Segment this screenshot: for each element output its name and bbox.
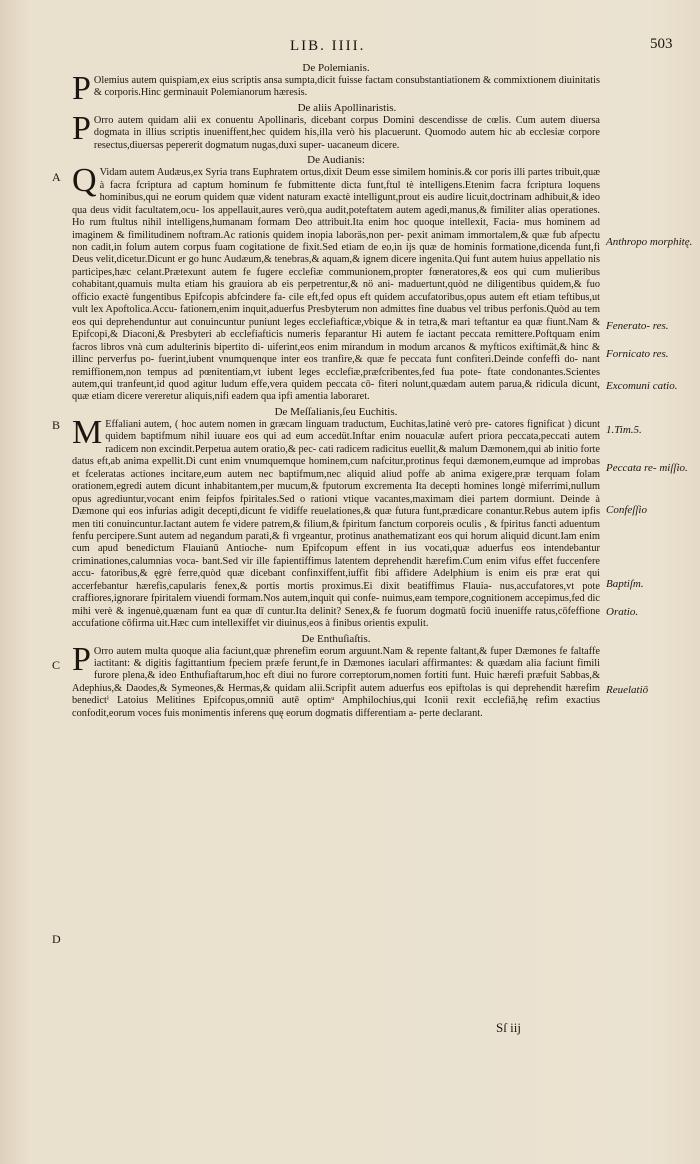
section-title: De Audianis: [307, 154, 365, 167]
margin-note: Excomuni catio. [606, 380, 678, 392]
section-body: Effaliani autem, ( hoc autem nomen in græcam linguam traductum, Euchitas,latinè verò pre- catores fignificat ) dicunt quidem baptifmum nihil iuuare eos qui ad eum accedüt.Inftar enim nouaculæ aufert priora peccata,peccati autem radicem non excindit.Perpetua autem oratio,& pec- cati radicem radicitus euellit,& malum Dæmonem,qui ab initio forte datus eft,ab anima expellit.Di cunt enim vnumquemque hominem,cum nafcitur,protinus fequi dæmonem,eumque ad improbas et fceleratas actiones incitare,eum autem nec baptifmum,nec aliquid aliud poffe ab anima exigere,præ terquam folam orationem,egredi autem dicunt inhabitantem,per mucum,& fputorum excrementa Ita decepti homines longè miferrimi,nullum opus agrediuntur,vocant enim feipfos fpiritales.Sed o rationi vtique vacantes,maximam diei partem dormiunt. Deinde à Dæmone qui eos infurias adigit decepti,dicunt fe vidiffe reuelationes,& quæ futura funt,prædicare conantur.Rebus autem ipfis men titi conuincuntur.Iactant autem fe videre patrem,& filium,& fpiritum fanctum corporeis oculis , & fpiritus fancti aduentum fenfu percipere.Sunt autem ad negandum parati,& fi vrgeantur, protinus anathematizant eos qui horum aliquid dicunt.Iam enim cum apud benedictum Flauianū Antioche- num Epifcopum effent in ius vocati,quæ aduerfus eos intendebantur criminationes,calumnias voca- bant.Sed vir ille fapientiffimus latentem deprehendit hærefim.Cum enim vifus effet fuccenfere accu- fatoribus,& ęgrè ferre,quòd quæ dicebant confinxiffent,iuffit fibi affidere Adelphium is enim eis præ erat qui accerfebantur hærefis,capularis fenex,& portis mortis proximus.Ei dixit beatiffimus Flauia- nus,accufatores,vt pote craffiores,ignorare fpiritalem viuendi formam.Nos autem,inquit qui confe- nuimus,eam tempore,cognitionem accepimus,fed dic mihi verè & ingenuè,quænam funt ea quæ dī cuntur.Ita delinit? Senex,& fe fuorum dogmatū fociū inueniffe ratus,cōfeffione accufatione cōfirma uit.Hæc cum intellexiffet vir diuinus,eos à finibus orientis expulit. [72, 418, 600, 630]
section-text [72, 640, 600, 721]
initial-letter: Q [72, 162, 97, 200]
section-body: Orro autem multa quoque alia faciunt,quæ phrenefim eorum arguunt.Nam & repente faltant,& fuper Dæmones fe faltaffe iactitant: & digitis fagittantium fpeciem præfe ferunt,fe in Dæmones iaculari affirmantes: & quædam alia faciunt fimili furore plena,& ideo Enthufiaftarum,hoc eft diui no furore correptorum,nomen fortiti funt. Huic hærefi præfuit Sabbas,& Adephius,& Daodes,& Symeones,& Hermas,& quidam alii.Scripfit autem aduerfus eos epiftolas is qui deprehendit hærefim benedictⁱ Latoius Melitines Epifcopus,omniū autē optimᵘ Amphilochius,qui Iconii rexit ecclefiā,hę refim exactius confodit,eorum voces fuis monimentis inferens quę eorum dogmatis differentiam a- perte declarant. [72, 645, 600, 719]
margin-letter: B [52, 418, 61, 432]
initial-letter: M [72, 413, 103, 451]
margin-note: Baptiſm. [606, 578, 644, 590]
margin-note: Fenerato- res. [606, 320, 669, 332]
section-text [72, 162, 600, 404]
section-text [72, 70, 600, 107]
margin-note: Reuelatiō [606, 684, 649, 696]
margin-letter: C [52, 658, 61, 672]
signature-mark: Sſ iij [496, 1020, 521, 1035]
section-text [72, 109, 600, 152]
section-body: Olemius autem quispiam,ex eius scriptis ansa sumpta,dicit fuisse factam consubstantiationem & commixtionem diuinitatis & corporis.Hinc germinauit Polemianorum hæresis. [93, 75, 600, 99]
section-body: Vidam autem Audæus,ex Syria trans Euphratem ortus,dixit Deum esse similem hominis.& cor poris illi partes tribuit,quæ à facra fcriptura ad captum hominum fe fubmittente dicta funt,ftul tè intelligens.Etenim facra fcriptura loquens hominibus,qui ne eorum quidem quæ vident naturam exactè intelligunt,prout eis audire licuit,doctrinam adhibuit,& ideo qua deus vidit facultatem,ocu- los appellauit,aures verò,qua audit,poteftatem autem agedi,manus,& fimiliter alias operationes. Ho rum ftultus nihil intelligens,humanam formam Deo attribuit.Ita enim hoc quoque intellexit, Facia- mus hominem ad imaginem & fimilitudinem noftram.Ac rationis quidem inopia laboräs,non per- pexit animam immortalem,& quæ fub afpectu non cadit,in folum autem corpus fuam cogitatione de fixit.Sed etiam de eo,in ijs quæ de hominis formatione,dicenda funt,fi Deus velit,dicetur.Dicunt er go hunc Audæum,& tenebras,& aquam,& ignem dicere ingenita.Qui funt autem huius appellatio nis participes,hæc celant.Prætexunt autem fe fugere ecclefiæ communionem,propter fœneratores,& eos qui cum mulieribus cohabitant,quamuis multa etiam his grauiora ab eis perpetrentur,& nö ani- maduertunt,quòd ne diligentibus quidem,& fuo officio exactè fungentibus Epifcopis abfcindere fa- cile eft,fed opus eft quidem accufatoribus,opus autem eft etiam teftibus,ut vult lex Apoftolica.Accu- fationem,enim inquit,aduerfus Presbyterum non admittes fine duabus vel tribus perfonis.Quòd au tem eos qui deprehenduntur aut conuincuntur puniunt leges ecclefiafticæ,vbique & in tetra,& mari teftantur ea quæ fiunt.Nam & Epifcopi,& Diaconi,& Presbyteri ab ecclefiafticis numeris feparantur Hi autem fe iactant peccata remittere.Poftquam enim facros libros vnà cum adulterinis bipertito di- uiferint,eos enim mirandum in modum arcanos & myfticos exiftimät,& hinc & illinc perverfus po- fuerint,iubent vnumquenque inter eos tranfire,& quæ fe peccata funt confiteri.Deinde confeffi do- nant remiffionem,non tempus ad pœnitentiam,vt iubent leges ecclefiæ,præfcribentes,fed fua pote- ftate condonantes.Scientes autem,qui tranfeunt,id quod agitur ludum effe,vera quidem peccata cō- fiteri nolunt,quædam autem parua,& ridicula dicunt, quæ etiam dicere vereretur aliquis,nifi eadem qua ipfi amentia laboraret. [72, 167, 600, 403]
margin-letter: D [52, 932, 61, 946]
folio-number: 503 [650, 36, 673, 52]
section-text [72, 413, 600, 631]
text-column [72, 62, 600, 722]
margin-note: Peccata re- miſſio. [606, 462, 688, 474]
running-head: LIB. IIII. [290, 38, 366, 54]
margin-note: Fornicato res. [606, 348, 669, 360]
section-title: De aliis Apollinaristis. [297, 101, 397, 114]
margin-note: Oratio. [606, 606, 639, 618]
margin-note: Confeſſio [606, 504, 647, 516]
margin-letter: A [52, 170, 61, 184]
initial-letter: P [72, 70, 91, 107]
margin-note: Anthropo morphitę. [606, 236, 693, 248]
section-body: Orro autem quidam alii ex conuentu Apollinaris, dicebant corpus Domini descendisse de cœlis. Cum autem diuersa dogmata in illius scriptis inueniffent,hec quidem his,illa verò his placuerunt. Quomodo autem hic ab ecclesiæ corpore resectus,diuersas pepererit dogmatum nugas,duxi super- uacaneum dicere. [93, 114, 600, 151]
section-title: De Enthuſiaſtis. [301, 632, 371, 645]
initial-letter: P [72, 109, 91, 147]
section-title: De Meſſalianis,ſeu Euchitis. [274, 405, 398, 418]
initial-letter: P [72, 640, 91, 678]
margin-note: 1.Tim.5. [606, 424, 642, 436]
section-title: De Polemianis. [302, 62, 370, 74]
